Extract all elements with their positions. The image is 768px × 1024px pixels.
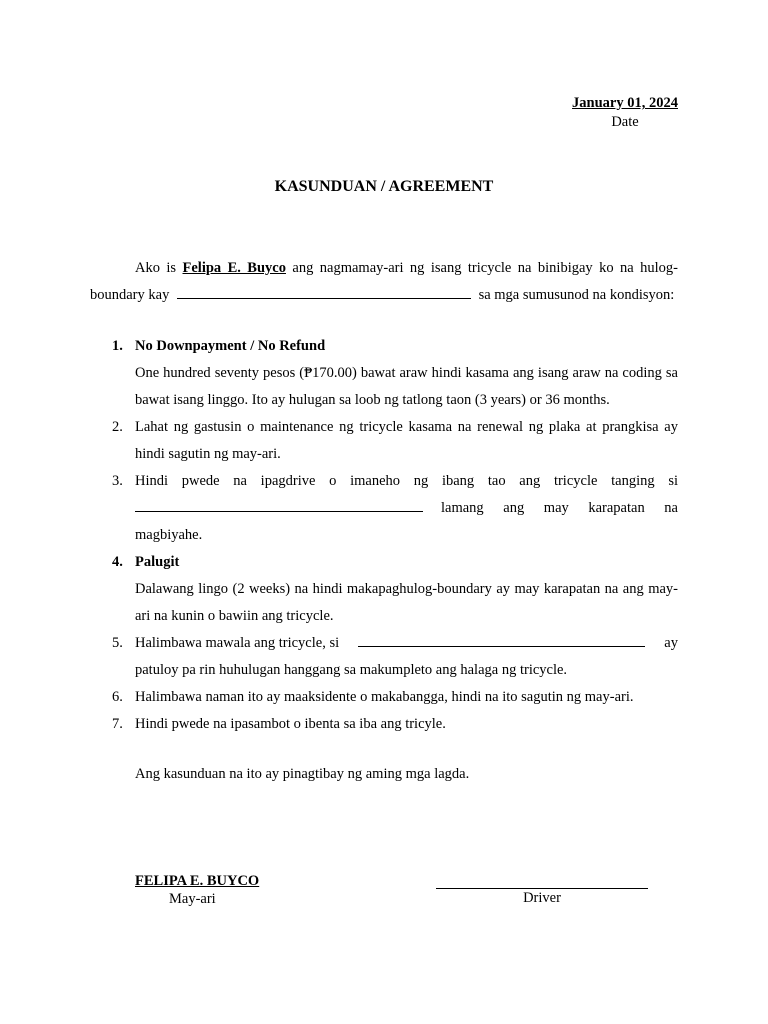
date-label: Date [611, 114, 639, 130]
condition-heading: Palugit [135, 554, 180, 570]
closing-statement: Ang kasunduan na ito ay pinagtibay ng aming mga lagda. [135, 766, 470, 782]
intro-part1: Ako is [135, 260, 183, 276]
condition-text-a: Hindi pwede na ipagdrive o imaneho ng ibang tao ang tricycle tanging si [135, 473, 678, 489]
condition-text: One hundred seventy pesos (₱170.00) bawat araw hindi kasama ang isang araw na coding sa bawat isang linggo. Ito ay hulugan sa loob ng tatlong taon (3 years) or 36 months. [135, 365, 678, 408]
condition-number: 6. [112, 689, 123, 705]
document-title: KASUNDUAN / AGREEMENT [274, 178, 494, 195]
condition-item-6 [90, 684, 678, 711]
condition-number: 7. [112, 716, 123, 732]
condition-text-c: magbiyahe. [135, 527, 203, 543]
condition-number: 5. [112, 635, 123, 651]
date-block [572, 94, 678, 132]
condition-item-7 [90, 711, 678, 738]
condition-item-3 [90, 468, 678, 549]
condition-text: Hindi pwede na ipasambot o ibenta sa iba ang tricyle. [135, 716, 446, 732]
condition-number: 2. [112, 419, 123, 435]
owner-role-label: May-ari [169, 891, 216, 907]
condition-item-1 [90, 333, 678, 414]
intro-part3: sa mga sumusunod na kondisyon: [478, 287, 675, 303]
intro-owner-name: Felipa E. Buyco [182, 260, 286, 276]
driver-name-blank [177, 288, 471, 299]
owner-signature-block [135, 872, 259, 908]
condition-number: 3. [112, 473, 123, 489]
condition-text-b: ay [664, 635, 678, 651]
condition-text-b: lamang ang may karapatan na [441, 500, 678, 516]
condition-text: Dalawang lingo (2 weeks) na hindi makapaghulog-boundary ay may karapatan na ang may-ari na kunin o bawiin ang tricycle. [135, 581, 678, 624]
condition-text-c: patuloy pa rin huhulugan hanggang sa makumpleto ang halaga ng tricycle. [135, 662, 568, 678]
owner-signature-name: FELIPA E. BUYCO [135, 873, 260, 889]
driver-signature-line [436, 872, 648, 889]
date-value: January 01, 2024 [572, 95, 678, 111]
condition-number: 1. [112, 338, 123, 354]
conditions-list [90, 333, 678, 738]
intro-paragraph [90, 255, 678, 309]
condition-number: 4. [112, 554, 123, 570]
responsible-person-blank [358, 636, 645, 647]
intro-part2: ang nagmamay-ari ng isang tricycle na binibigay ko na hulog-boundary kay [90, 260, 678, 303]
driver-signature-block [436, 872, 648, 907]
condition-text: Halimbawa naman ito ay maaksidente o makabangga, hindi na ito sagutin ng may-ari. [135, 689, 634, 705]
condition-text-a: Halimbawa mawala ang tricycle, si [135, 635, 340, 651]
driver-role-label: Driver [523, 890, 561, 906]
condition-item-4 [90, 549, 678, 630]
condition-item-2 [90, 414, 678, 468]
condition-heading: No Downpayment / No Refund [135, 338, 326, 354]
condition-text: Lahat ng gastusin o maintenance ng tricycle kasama na renewal ng plaka at prangkisa ay hindi sagutin ng may-ari. [135, 419, 678, 462]
authorized-driver-blank [135, 501, 423, 512]
condition-item-5 [90, 630, 678, 684]
